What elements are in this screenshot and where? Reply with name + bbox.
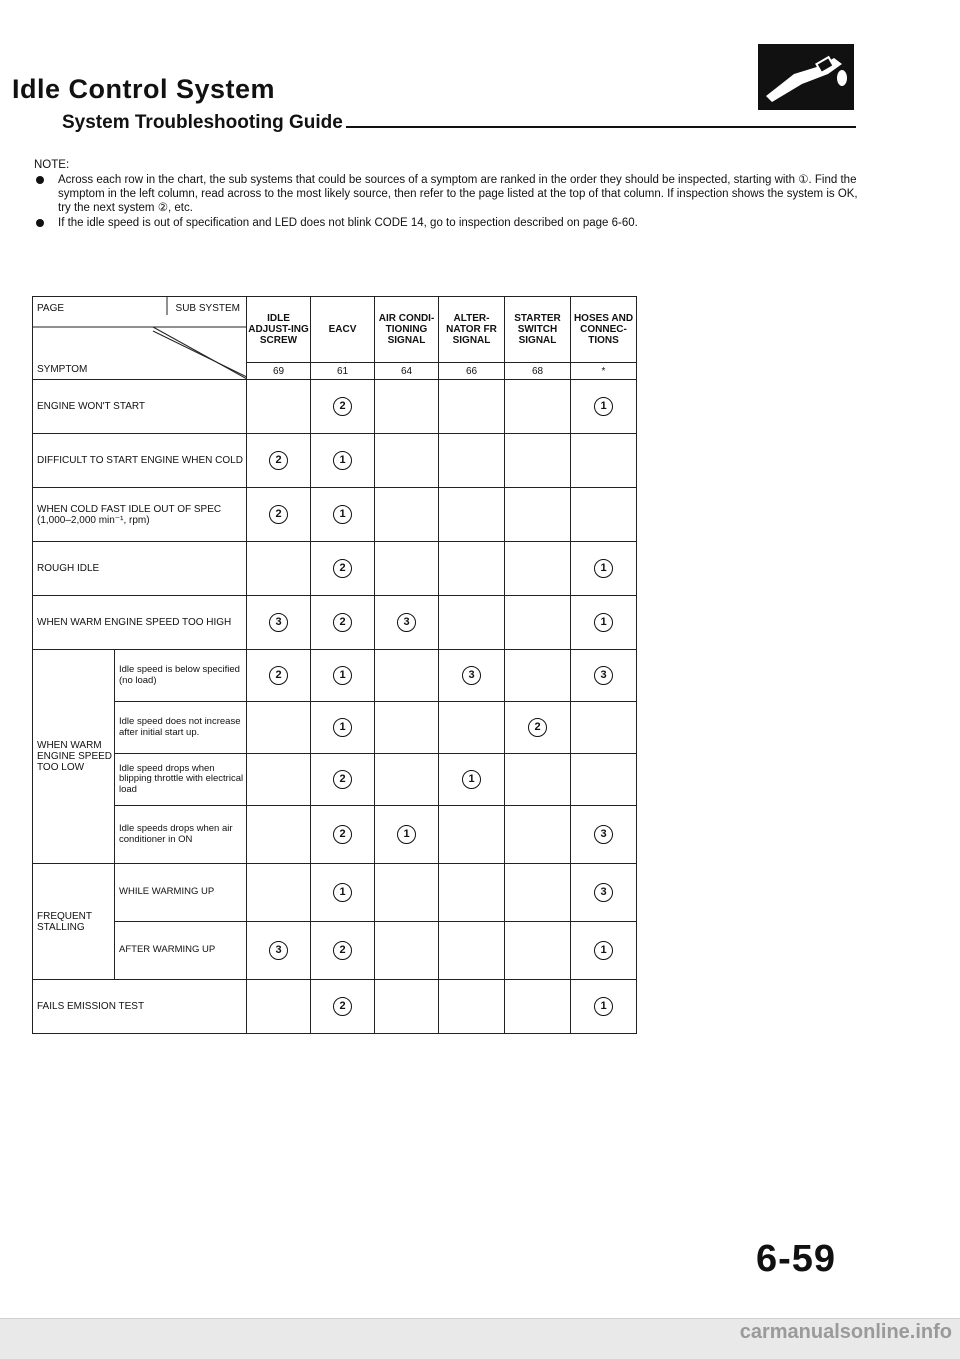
troubleshooting-table	[32, 296, 637, 1034]
group-label-too-low: WHEN WARM ENGINE SPEED TOO LOW	[33, 650, 115, 864]
column-header: HOSES AND CONNEC-TIONS	[571, 297, 637, 363]
table-row	[33, 542, 637, 596]
rank-mark: 3	[269, 613, 288, 632]
symptom-label: ENGINE WON'T START	[33, 380, 247, 434]
rank-mark: 3	[462, 666, 481, 685]
note-item: If the idle speed is out of specification and LED does not blink CODE 14, go to inspection described on page 6-60.	[34, 216, 864, 230]
rank-mark: 2	[269, 451, 288, 470]
rank-mark: 3	[594, 825, 613, 844]
column-page: 68	[505, 363, 571, 380]
rank-mark: 1	[594, 941, 613, 960]
rank-mark: 2	[333, 825, 352, 844]
corner-subsystem-label: SUB SYSTEM	[175, 303, 240, 314]
column-header: STARTER SWITCH SIGNAL	[505, 297, 571, 363]
subtitle-divider	[346, 126, 856, 128]
note-section	[34, 158, 864, 231]
rank-mark: 1	[333, 451, 352, 470]
column-page: 69	[247, 363, 311, 380]
table-row	[33, 650, 637, 702]
group-label-stalling: FREQUENT STALLING	[33, 864, 115, 980]
table-row	[33, 488, 637, 542]
column-page: 66	[439, 363, 505, 380]
rank-mark: 1	[333, 666, 352, 685]
rank-mark: 1	[333, 505, 352, 524]
table-row	[33, 754, 637, 806]
rank-mark: 2	[333, 941, 352, 960]
rank-mark: 2	[528, 718, 547, 737]
note-heading: NOTE:	[34, 159, 70, 171]
page-title: Idle Control System	[12, 74, 276, 104]
rank-mark: 2	[333, 397, 352, 416]
rank-mark: 2	[333, 559, 352, 578]
rank-mark: 1	[333, 718, 352, 737]
table-row	[33, 596, 637, 650]
watermark-footer	[0, 1318, 960, 1359]
column-header: AIR CONDI-TIONING SIGNAL	[375, 297, 439, 363]
table-row	[33, 806, 637, 864]
condition-label: Idle speed does not increase after initial start up.	[115, 702, 247, 754]
table-row	[33, 980, 637, 1034]
table-corner	[33, 297, 247, 380]
column-header: ALTER-NATOR FR SIGNAL	[439, 297, 505, 363]
column-page: 64	[375, 363, 439, 380]
condition-label: Idle speeds drops when air conditioner in ON	[115, 806, 247, 864]
table-row	[33, 702, 637, 754]
condition-label: AFTER WARMING UP	[115, 922, 247, 980]
condition-label: Idle speed drops when blipping throttle with electrical load	[115, 754, 247, 806]
rank-mark: 1	[594, 997, 613, 1016]
table-row	[33, 380, 637, 434]
rank-mark: 1	[594, 559, 613, 578]
rank-mark: 3	[594, 666, 613, 685]
symptom-label: DIFFICULT TO START ENGINE WHEN COLD	[33, 434, 247, 488]
corner-symptom-label: SYMPTOM	[37, 364, 88, 375]
column-page: 61	[311, 363, 375, 380]
table-row	[33, 434, 637, 488]
rank-mark: 3	[269, 941, 288, 960]
rank-mark: 1	[397, 825, 416, 844]
corner-page-label: PAGE	[37, 303, 65, 314]
rank-mark: 2	[269, 505, 288, 524]
rank-mark: 2	[333, 770, 352, 789]
symptom-label: WHEN COLD FAST IDLE OUT OF SPEC (1,000–2,000 min⁻¹, rpm)	[33, 488, 247, 542]
section-subtitle: System Troubleshooting Guide	[62, 112, 343, 133]
rank-mark: 2	[333, 997, 352, 1016]
rank-mark: 2	[333, 613, 352, 632]
column-page: *	[571, 363, 637, 380]
rank-mark: 3	[594, 883, 613, 902]
rank-mark: 1	[462, 770, 481, 789]
rank-mark: 1	[594, 613, 613, 632]
table-row	[33, 922, 637, 980]
rank-mark: 1	[333, 883, 352, 902]
rank-mark: 1	[594, 397, 613, 416]
column-header: IDLE ADJUST-ING SCREW	[247, 297, 311, 363]
hose-connector-icon	[758, 44, 854, 110]
column-header: EACV	[311, 297, 375, 363]
symptom-label: WHEN WARM ENGINE SPEED TOO HIGH	[33, 596, 247, 650]
condition-label: Idle speed is below specified (no load)	[115, 650, 247, 702]
rank-mark: 3	[397, 613, 416, 632]
condition-label: WHILE WARMING UP	[115, 864, 247, 922]
rank-mark: 2	[269, 666, 288, 685]
watermark-text: carmanualsonline.info	[739, 1321, 952, 1343]
note-item: Across each row in the chart, the sub systems that could be sources of a symptom are ranked in the order they should be inspected, starting with ①. Find the symptom in the left column, read across to the most likely source, then refer to the page listed at the top of that column. If inspection shows the system is OK, try the next system ②, etc.	[34, 173, 864, 215]
symptom-label: FAILS EMISSION TEST	[33, 980, 247, 1034]
symptom-label: ROUGH IDLE	[33, 542, 247, 596]
page-number: 6-59	[756, 1238, 837, 1280]
table-row	[33, 864, 637, 922]
note-list	[34, 173, 864, 230]
